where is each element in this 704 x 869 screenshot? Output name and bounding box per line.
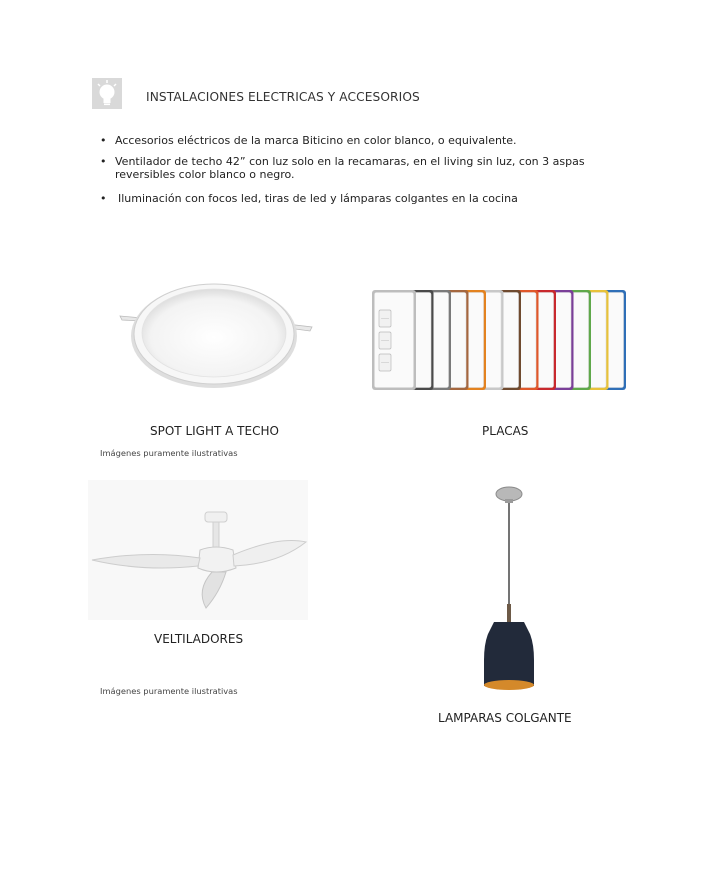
list-item: • Iluminación con focos led, tiras de led y lámparas colgantes en la cocina — [100, 192, 630, 205]
lightbulb-icon — [92, 78, 122, 109]
ceiling-fan-image — [88, 480, 308, 620]
lamp-caption: LAMPARAS COLGANTE — [438, 711, 572, 725]
pendant-lamp-image — [472, 484, 546, 690]
spec-list — [100, 134, 630, 205]
placas-image — [368, 286, 640, 396]
placas-caption: PLACAS — [482, 424, 529, 438]
switch-plate — [372, 290, 416, 390]
section-title: INSTALACIONES ELECTRICAS Y ACCESORIOS — [146, 90, 420, 104]
list-item: • Accesorios eléctricos de la marca Biticino en color blanco, o equivalente. — [100, 134, 630, 147]
spot-light-caption: SPOT LIGHT A TECHO — [150, 424, 279, 438]
list-item: • Ventilador de techo 42” con luz solo en la recamaras, en el living sin luz, con 3 aspas reversibles color blanco o negro. — [100, 155, 630, 181]
disclaimer-text-2: Imágenes puramente ilustrativas — [100, 686, 238, 696]
fan-caption: VELTILADORES — [154, 632, 244, 646]
disclaimer-text: Imágenes puramente ilustrativas — [100, 448, 238, 458]
spot-light-image — [112, 280, 326, 396]
